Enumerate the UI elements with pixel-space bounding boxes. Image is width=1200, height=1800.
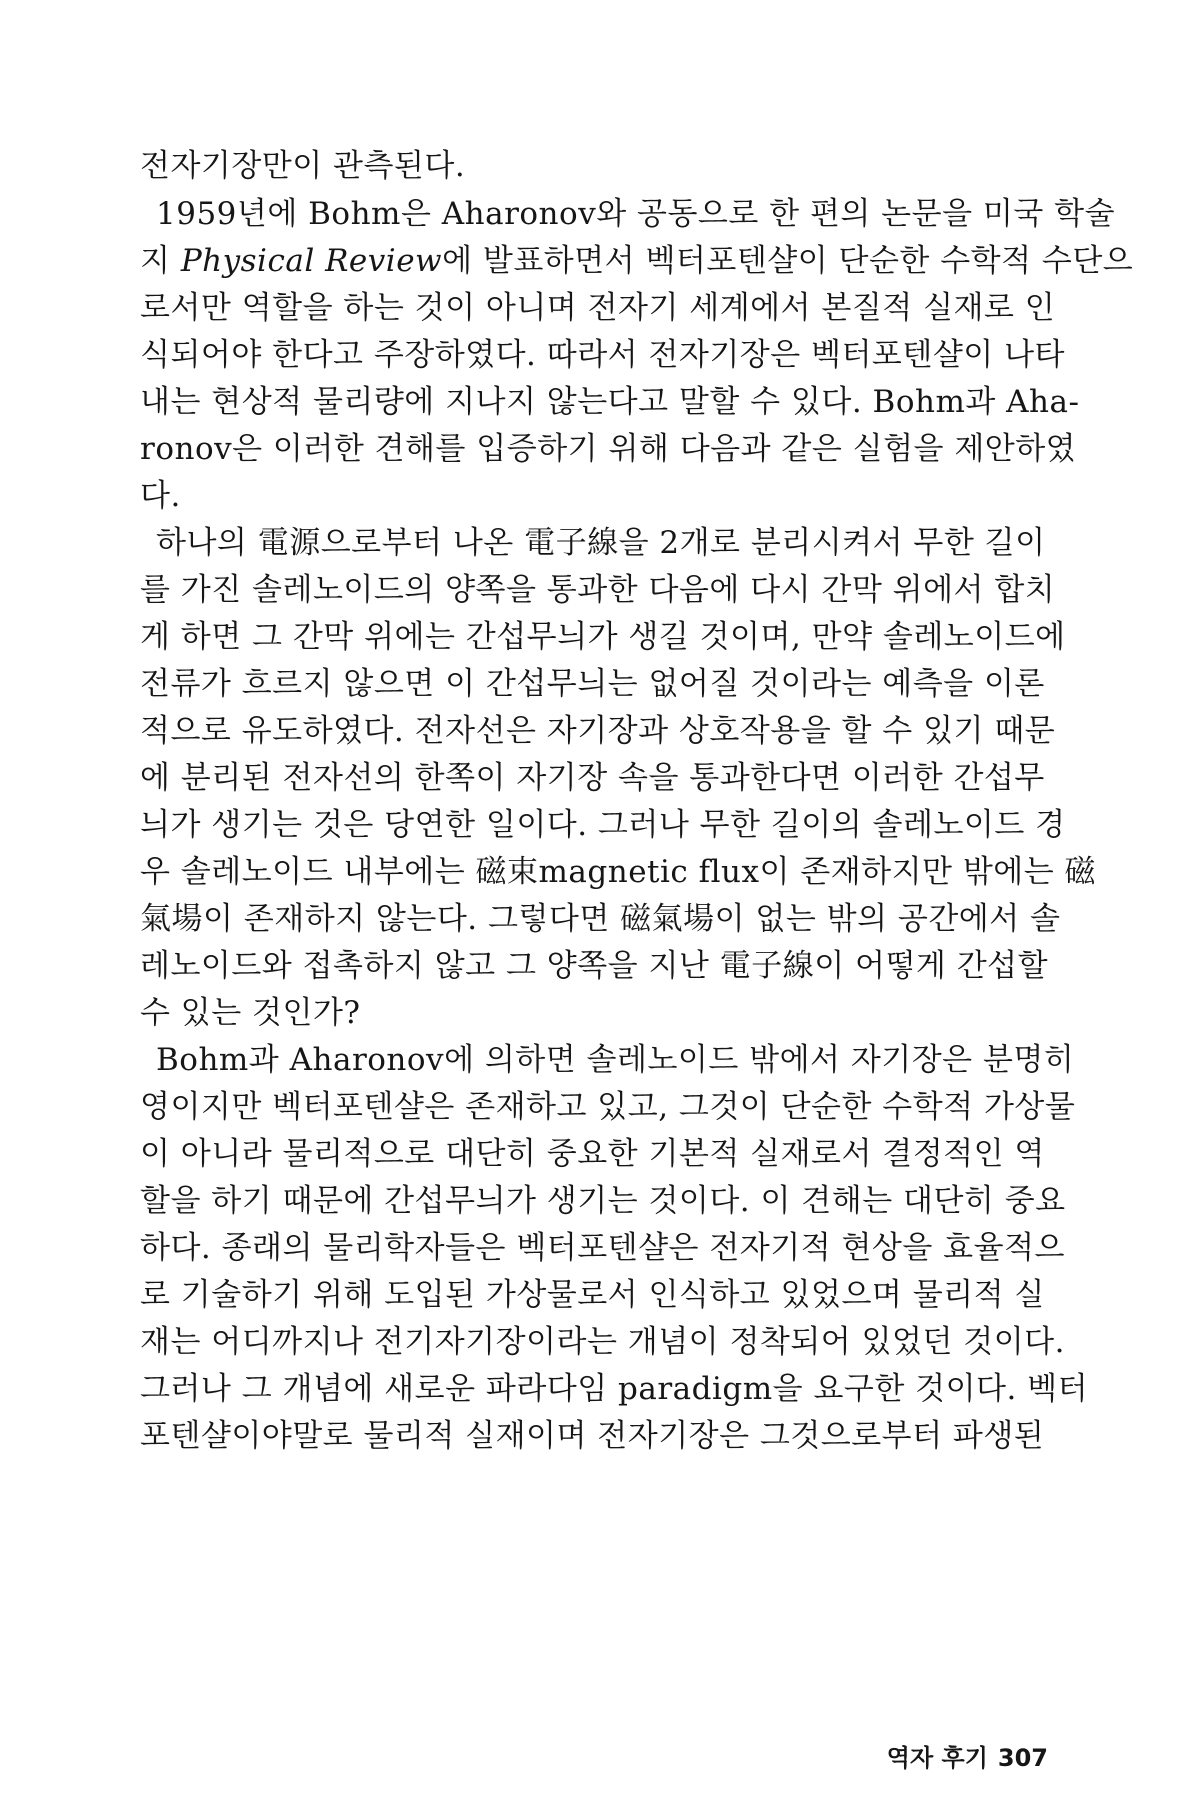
text-line: 하나의 電源으로부터 나온 電子線을 2개로 분리시켜서 무한 길이: [156, 525, 1046, 561]
text-line: 1959년에 Bohm은 Aharonov와 공동으로 한 편의 논문을 미국 학술: [156, 196, 1116, 232]
text-line: ronov은 이러한 견해를 입증하기 위해 다음과 같은 실험을 제안하였: [140, 431, 1077, 467]
text-line: 수 있는 것인가?: [140, 995, 361, 1031]
text-line: 전류가 흐르지 않으면 이 간섭무늬는 없어질 것이라는 예측을 이론: [140, 666, 1045, 702]
text-line: 우 솔레노이드 내부에는 磁束magnetic flux이 존재하지만 밖에는 磁: [140, 854, 1097, 890]
text-line: 氣場이 존재하지 않는다. 그렇다면 磁氣場이 없는 밖의 공간에서 솔: [140, 901, 1061, 937]
text-span: 에 발표하면서 벡터포텐샬이 단순한 수학적 수단으: [442, 243, 1134, 279]
text-line: 영이지만 벡터포텐샬은 존재하고 있고, 그것이 단순한 수학적 가상물: [140, 1089, 1076, 1125]
text-line: 식되어야 한다고 주장하였다. 따라서 전자기장은 벡터포텐샬이 나타: [140, 337, 1065, 373]
text-line: 에 분리된 전자선의 한쪽이 자기장 속을 통과한다면 이러한 간섭무: [140, 760, 1045, 796]
text-line: 그러나 그 개념에 새로운 파라다임 paradigm을 요구한 것이다. 벡터: [140, 1371, 1089, 1407]
text-line: [140, 241, 1134, 281]
text-line: 하다. 종래의 물리학자들은 벡터포텐샬은 전자기적 현상을 효율적으: [140, 1230, 1065, 1266]
text-line: 를 가진 솔레노이드의 양쪽을 통과한 다음에 다시 간막 위에서 합치: [140, 572, 1056, 608]
text-line: 포텐샬이야말로 물리적 실재이며 전자기장은 그것으로부터 파생된: [140, 1418, 1045, 1454]
text-line: 로 기술하기 위해 도입된 가상물로서 인식하고 있었으며 물리적 실: [140, 1277, 1045, 1313]
text-line: 내는 현상적 물리량에 지나지 않는다고 말할 수 있다. Bohm과 Aha-: [140, 384, 1080, 420]
text-line: 늬가 생기는 것은 당연한 일이다. 그러나 무한 길이의 솔레노이드 경: [140, 807, 1066, 843]
page-footer: [887, 1742, 1048, 1774]
text-line: 다.: [140, 478, 181, 514]
text-line: Bohm과 Aharonov에 의하면 솔레노이드 밖에서 자기장은 분명히: [156, 1042, 1075, 1078]
text-line: 전자기장만이 관측된다.: [140, 148, 466, 184]
text-line: 이 아니라 물리적으로 대단히 중요한 기본적 실재로서 결정적인 역: [140, 1136, 1045, 1172]
text-line: 로서만 역할을 하는 것이 아니며 전자기 세계에서 본질적 실재로 인: [140, 290, 1056, 326]
text-line: 할을 하기 때문에 간섭무늬가 생기는 것이다. 이 견해는 대단히 중요: [140, 1183, 1066, 1219]
journal-title: Physical Review: [180, 243, 443, 279]
page-number: 307: [997, 1744, 1048, 1772]
text-line: 레노이드와 접촉하지 않고 그 양쪽을 지난 電子線이 어떻게 간섭할: [140, 948, 1049, 984]
text-span: 지: [140, 243, 181, 279]
running-head: 역자 후기: [886, 1744, 988, 1772]
text-line: 적으로 유도하였다. 전자선은 자기장과 상호작용을 할 수 있기 때문: [140, 713, 1056, 749]
text-line: 게 하면 그 간막 위에는 간섭무늬가 생길 것이며, 만약 솔레노이드에: [140, 619, 1066, 655]
text-line: 재는 어디까지나 전기자기장이라는 개념이 정착되어 있었던 것이다.: [140, 1324, 1065, 1360]
